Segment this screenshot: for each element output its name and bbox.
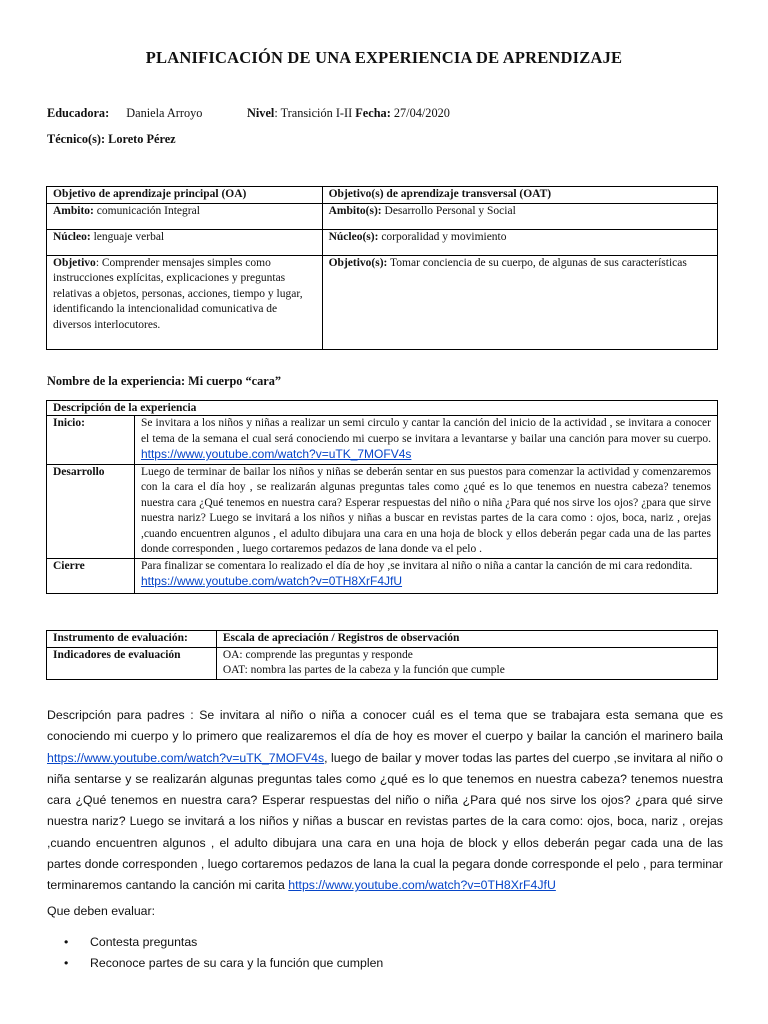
instrumento-value: Escala de apreciación / Registros de observación xyxy=(216,631,717,648)
description-table xyxy=(46,400,718,594)
oa-nucleo-cell xyxy=(47,229,323,255)
oat-ambito-value: Desarrollo Personal y Social xyxy=(381,204,516,217)
oat-indicator: OAT: nombra las partes de la cabeza y la función que cumple xyxy=(222,664,505,676)
evaluation-table xyxy=(46,630,718,680)
parents-video-link-1[interactable]: https://www.youtube.com/watch?v=uTK_7MOFV4s xyxy=(47,750,325,765)
indicadores-cell xyxy=(216,647,717,679)
list-item xyxy=(47,932,723,953)
educadora-line xyxy=(47,106,202,121)
nivel-value: : Transición I-II xyxy=(274,106,356,120)
nivel-label: Nivel xyxy=(247,106,275,120)
bullet-icon: • xyxy=(64,935,69,949)
oa-ambito-value: comunicación Integral xyxy=(93,204,200,217)
nivel-fecha-line xyxy=(247,106,450,121)
oat-header: Objetivo(s) de aprendizaje transversal (OAT) xyxy=(322,187,717,204)
desarrollo-text: Luego de terminar de bailar los niños y niñas se deberán sentar en sus puestos para comenzar la actividad y comenzaremos con la cara el día hoy , se realizarán algunas preguntas tales como ¿qué es lo que tenemos en nuestra cabeza? tenemos nuestra cara ¿Qué tenemos en nuestra cara? Esperar respuestas del niño o niña ¿Para qué nos sirve los ojos? ¿para que sirve nuestra nariz? Luego se invitará a los niños y niñas a buscar en revistas partes de la cara como : ojos, boca, nariz , orejas ,cuando encuentren algunos , el adulto dibujara una cara en una hoja de block y ellos deberán pegar cada una de las partes donde corresponden , luego cortaremos pedazos de lana donde va el pelo . xyxy=(134,464,717,558)
instrumento-label: Instrumento de evaluación: xyxy=(47,631,217,648)
oat-objetivo-label: Objetivo(s): xyxy=(328,256,388,269)
list-item-text: Reconoce partes de su cara y la función que cumplen xyxy=(90,956,384,970)
oat-nucleo-value: corporalidad y movimiento xyxy=(378,230,507,243)
cierre-cell xyxy=(134,558,717,593)
oa-objetivo-cell xyxy=(47,255,323,349)
oat-ambito-label: Ambito(s): xyxy=(328,204,382,217)
cierre-video-link[interactable]: https://www.youtube.com/watch?v=0TH8XrF4JfU xyxy=(140,574,403,588)
description-header: Descripción de la experiencia xyxy=(47,401,718,416)
evaluate-list xyxy=(47,932,723,974)
oa-indicator: OA: comprende las preguntas y responde xyxy=(222,648,413,661)
oa-ambito-label: Ambito: xyxy=(53,204,94,217)
oa-nucleo-value: lenguaje verbal xyxy=(90,230,165,243)
fecha-value: 27/04/2020 xyxy=(390,106,450,120)
oa-header: Objetivo de aprendizaje principal (OA) xyxy=(47,187,323,204)
list-item xyxy=(47,953,723,974)
bullet-icon: • xyxy=(64,956,69,970)
inicio-video-link[interactable]: https://www.youtube.com/watch?v=uTK_7MOFV4s xyxy=(140,447,412,461)
cierre-text: Para finalizar se comentara lo realizado el día de hoy ,se invitara al niño o niña a cantar la canción de mi cara redondita. xyxy=(140,559,693,572)
fecha-label: Fecha: xyxy=(355,106,391,120)
oa-objetivo-label: Objetivo xyxy=(53,256,96,269)
educadora-label: Educadora: xyxy=(47,106,110,120)
objectives-table xyxy=(46,186,718,350)
inicio-cell xyxy=(134,416,717,465)
oat-ambito-cell xyxy=(322,203,717,229)
desarrollo-label: Desarrollo xyxy=(47,464,135,558)
page-title: PLANIFICACIÓN DE UNA EXPERIENCIA DE APRENDIZAJE xyxy=(145,48,623,67)
oa-objetivo-value: : Comprender mensajes simples como instrucciones explícitas, explicaciones y preguntas relativas a objetos, personas, acciones, tiempo y lugar, identificando la intencionalidad comunicativa de diversos interlocutores. xyxy=(53,256,303,331)
inicio-label: Inicio: xyxy=(47,416,135,465)
experience-name: Nombre de la experiencia: Mi cuerpo “cara” xyxy=(47,374,282,388)
oat-objetivo-cell xyxy=(322,255,717,349)
list-item-text: Contesta preguntas xyxy=(90,935,198,949)
parents-text-1: Descripción para padres : Se invitara al niño o niña a conocer cuál es el tema que se trabajara esta semana que es conociendo mi cuerpo y lo primero que realizaremos el día de hoy es mover el cuerpo y bailar la canción el marinero baila xyxy=(47,708,723,744)
oat-nucleo-cell xyxy=(322,229,717,255)
oa-ambito-cell xyxy=(47,203,323,229)
tecnico-label: Técnico(s): xyxy=(47,132,106,146)
cierre-label: Cierre xyxy=(47,558,135,593)
educadora-value: Daniela Arroyo xyxy=(126,106,203,120)
parents-video-link-2[interactable]: https://www.youtube.com/watch?v=0TH8XrF4JfU xyxy=(288,878,556,893)
oa-nucleo-label: Núcleo: xyxy=(53,230,91,243)
oat-nucleo-label: Núcleo(s): xyxy=(328,230,379,243)
indicadores-label: Indicadores de evaluación xyxy=(47,647,217,679)
parents-text-2: , luego de bailar y mover todas las partes del cuerpo ,se invitara al niño o niña sentarse y se realizarán algunas preguntas tales como ¿qué es lo que tenemos en nuestra cabeza? tenemos nuestra cara ¿Qué tenemos en nuestra cara? Esperar respuestas del niño o niña ¿Para qué nos sirve los ojos? ¿para qué sirve nuestra nariz? Luego se invitará a los niños y niñas a buscar en revistas partes de la cara como: ojos, boca, nariz , orejas ,cuando encuentren algunos , el adulto dibujara una cara en una hoja de block y ellos deberán pegar cada una de las partes donde corresponden , luego cortaremos pedazos de lana la cual la pegara donde corresponde el pelo , para terminar terminaremos cantando la canción mi carita xyxy=(47,750,723,893)
oat-objetivo-value: Tomar conciencia de su cuerpo, de algunas de sus características xyxy=(387,256,687,269)
evaluate-heading: Que deben evaluar: xyxy=(47,904,156,918)
parents-description xyxy=(47,705,723,897)
inicio-text: Se invitara a los niños y niñas a realizar un semi circulo y cantar la canción del inicio de la actividad , se invitara a conocer el tema de la semana el cual será conociendo mi cuerpo se invitara a levantarse y bailar una canción para mover su cuerpo. xyxy=(140,417,711,445)
tecnico-line xyxy=(47,132,176,147)
tecnico-value: Loreto Pérez xyxy=(105,132,176,146)
